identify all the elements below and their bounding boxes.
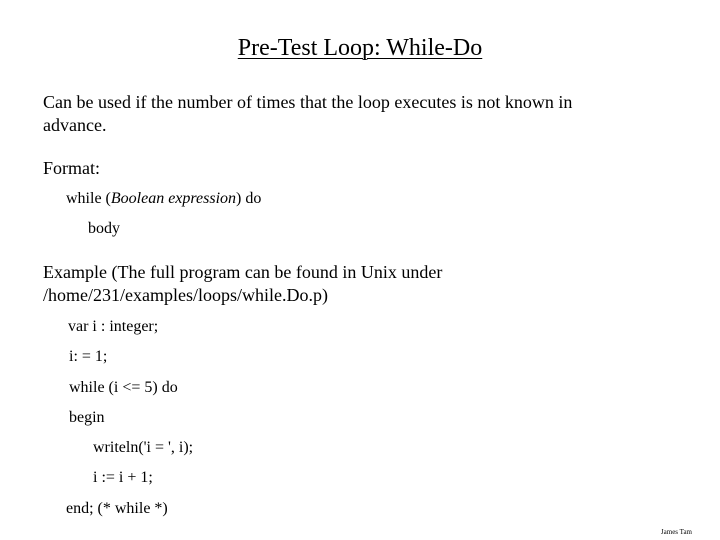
format-label: Format: [43,158,100,178]
intro-line-1: Can be used if the number of times that the loop executes is not known in [43,92,573,112]
code-line: end; (* while *) [66,500,168,517]
format-body-line: body [88,220,120,237]
code-line: i: = 1; [69,348,108,365]
slide-title-text: Pre-Test Loop: While-Do [237,35,483,61]
code-line: writeln('i = ', i); [93,439,194,456]
code-line: var i : integer; [68,318,159,335]
code-line: begin [69,409,105,426]
format-while-line [66,190,261,208]
code-line: i := i + 1; [93,469,153,486]
format-while-post: ) do [236,190,262,207]
code-line: while (i <= 5) do [69,379,178,396]
slide-title [0,35,720,62]
format-boolean-expression: Boolean expression [110,190,237,207]
intro-line-2: advance. [43,115,107,135]
format-while-pre: while ( [66,190,111,207]
example-line-2: /home/231/examples/loops/while.Do.p) [43,285,328,305]
author-signature: James Tam [660,528,692,536]
example-line-1: Example (The full program can be found in Unix under [43,262,443,282]
